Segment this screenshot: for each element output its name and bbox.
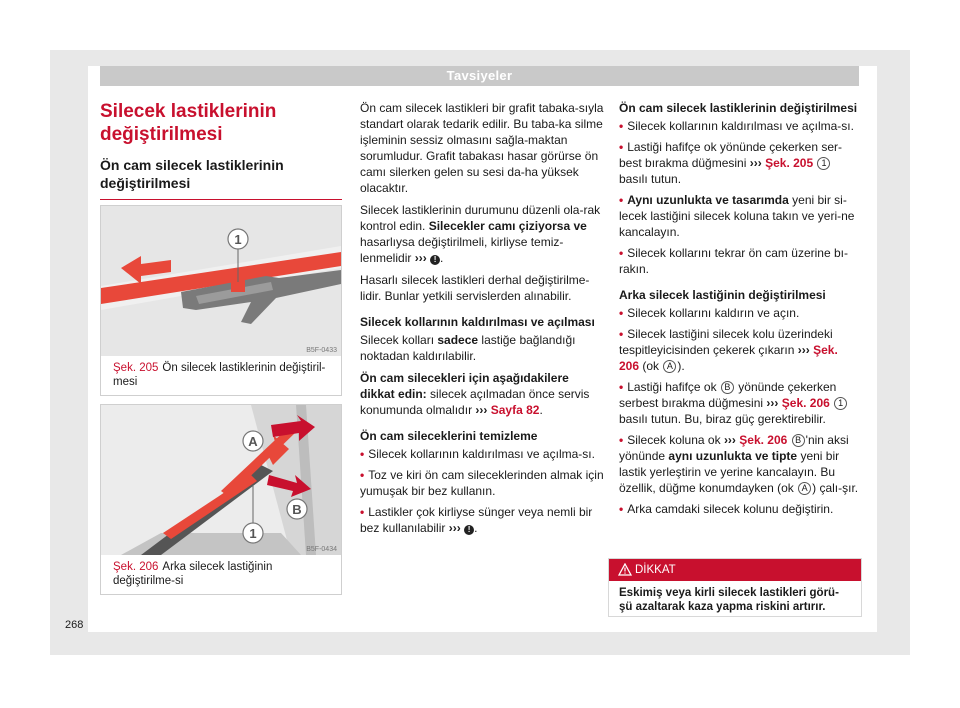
figure-206-image [101,405,341,555]
figure-206-label: Şek. 206 [113,561,159,573]
list-item: • Silecek kollarını kaldırın ve açın. [619,306,800,320]
paragraph-damaged: Hasarlı silecek lastikleri derhal değiştirilme-lidir. Bunlar yetkili servislerden alınabilir. [360,273,590,303]
figure-206-code: B5F-0434 [306,546,337,553]
callout-b-icon: B [792,434,805,447]
bullet-icon: • [360,468,365,482]
page-title: Silecek lastiklerinin değiştirilmesi [100,101,277,145]
section-header: Tavsiyeler [100,66,859,86]
bullet-icon: • [619,380,624,394]
bullet-icon: • [619,433,624,447]
heading-rear-wiper: Arka silecek lastiğinin değiştirilmesi [619,288,826,302]
figure-205-caption-text: Ön silecek lastiklerinin değiştiril-mesi [113,362,326,388]
bullet-icon: • [619,193,624,207]
list-item: • Arka camdaki silecek kolunu değiştirin. [619,502,834,516]
callout-a-icon: A [798,482,811,495]
figure-206-marker-a: A [248,434,258,449]
warning-header [609,559,861,581]
list-item: • Toz ve kiri ön cam sileceklerinden almak için yumuşak bir bez kullanın. [360,468,604,498]
bullet-icon: • [619,306,624,320]
arrow-ref-icon: ››› [448,521,461,535]
link-page-82[interactable]: Sayfa 82 [490,403,540,417]
link-fig-206[interactable]: Şek. 206 [619,343,838,373]
callout-b-icon: B [721,381,734,394]
figure-205-label: Şek. 205 [113,362,159,374]
left-column [88,100,344,200]
warning-text: Eskimiş veya kirli silecek lastikleri görü-şü azaltarak kaza yapma riskini artırır. [619,587,839,613]
list-item: • Lastiği hafifçe ok B yönünde çekerken serbest bırakma düğmesini ››› Şek. 206 1 basılı tutun. Bu, biraz güç gerektirebilir. [619,379,861,427]
warning-ref-icon: ! [464,525,474,535]
bullet-icon: • [619,140,624,154]
warning-title: DİKKAT [635,564,676,576]
arrow-ref-icon: ››› [414,251,427,265]
list-item: • Lastikler çok kirliyse sünger veya nemli bir bez kullanılabilir ››› ! . [360,505,593,535]
callout-1-icon: 1 [817,157,830,170]
figure-205 [100,205,342,396]
arrow-ref-icon: ››› [749,156,762,170]
warning-box [608,558,862,617]
bullet-icon: • [619,327,624,341]
link-fig-206[interactable]: Şek. 206 [739,433,788,447]
figure-206-marker-1: 1 [249,526,257,541]
list-item: • Silecek kollarını tekrar ön cam üzerine bı-rakın. [619,246,848,276]
page-number: 268 [65,619,84,631]
callout-1-icon: 1 [834,397,847,410]
warning-ref-icon: ! [430,255,440,265]
heading-cleaning: Ön cam sileceklerini temizleme [360,429,538,443]
list-item: • Silecek kollarının kaldırılması ve açılma-sı. [619,119,854,133]
section-subtitle: Ön cam silecek lastiklerinin değiştirilmesi [100,156,342,200]
arrow-ref-icon: ››› [475,403,488,417]
arrow-ref-icon: ››› [797,343,810,357]
paragraph-note: Ön cam silecekleri için aşağıdakilere dikkat edin: silecek açılmadan önce servis konumunda olmalıdır ››› Sayfa 82. [360,371,590,417]
link-fig-205[interactable]: Şek. 205 [765,156,814,170]
paragraph-graphite: Ön cam silecek lastikleri bir grafit tabaka-sıyla standart olarak tedarik edilir. Bu taba-ka silme işleminin sessiz olmasını sağla-maktan sorumludur. Grafit tabakası hasar görürse ön camı silerken gelen su sesi da-ha yüksek olacaktır. [360,101,604,195]
figure-205-caption [101,356,341,395]
right-column [619,100,861,522]
warning-triangle-icon [618,563,632,576]
figure-206-marker-b: B [292,502,302,517]
heading-front-wiper: Ön cam silecek lastiklerinin değiştirilmesi [619,101,858,115]
list-item: • Aynı uzunlukta ve tasarımda yeni bir si-lecek lastiğini silecek koluna takın ve yeri-ne kancalayın. [619,193,855,239]
figure-205-image [101,206,341,356]
middle-column [360,100,605,541]
bullet-icon: • [360,505,365,519]
list-item: • Lastiği hafifçe ok yönünde çekerken ser-best bırakma düğmesini ››› Şek. 205 1 basılı tutun. [619,140,842,186]
figure-205-marker: 1 [234,232,242,247]
bullet-icon: • [619,119,624,133]
list-item: • Silecek koluna ok ››› Şek. 206 B 'nin aksi yönünde aynı uzunlukta ve tipte yeni bir lastik yerleştirin ve yerine kancalayın. Bu özellik, düğme konumdayken (ok A ) çalı-şır. [619,433,859,495]
bullet-icon: • [360,447,365,461]
bullet-icon: • [619,502,624,516]
arrow-ref-icon: ››› [723,433,736,447]
paragraph-raise: Silecek kolları sadece lastiğe bağlandığı noktadan kaldırılabilir. [360,333,576,363]
arrow-ref-icon: ››› [766,396,779,410]
bullet-icon: • [619,246,624,260]
list-item: • Silecek kollarının kaldırılması ve açılma-sı. [360,447,595,461]
heading-raise-arms: Silecek kollarının kaldırılması ve açılması [360,315,595,329]
figure-206-caption [101,555,341,594]
link-fig-206[interactable]: Şek. 206 [781,396,830,410]
figure-206-caption-text: Arka silecek lastiğinin değiştirilme-si [113,561,273,587]
figure-206 [100,404,342,595]
figure-205-code: B5F-0433 [306,347,337,354]
list-item: • Silecek lastiğini silecek kolu üzerindeki tespitleyicisinden çekerek çıkarın ››› Şek. 206 (ok A ). [619,327,838,373]
callout-a-icon: A [663,360,676,373]
paragraph-check: Silecek lastiklerinin durumunu düzenli ola-rak kontrol edin. Silecekler camı çiziyorsa ve hasarlıysa değiştirilmeli, kirliyse temiz-lenmelidir ››› ! . [360,203,601,265]
